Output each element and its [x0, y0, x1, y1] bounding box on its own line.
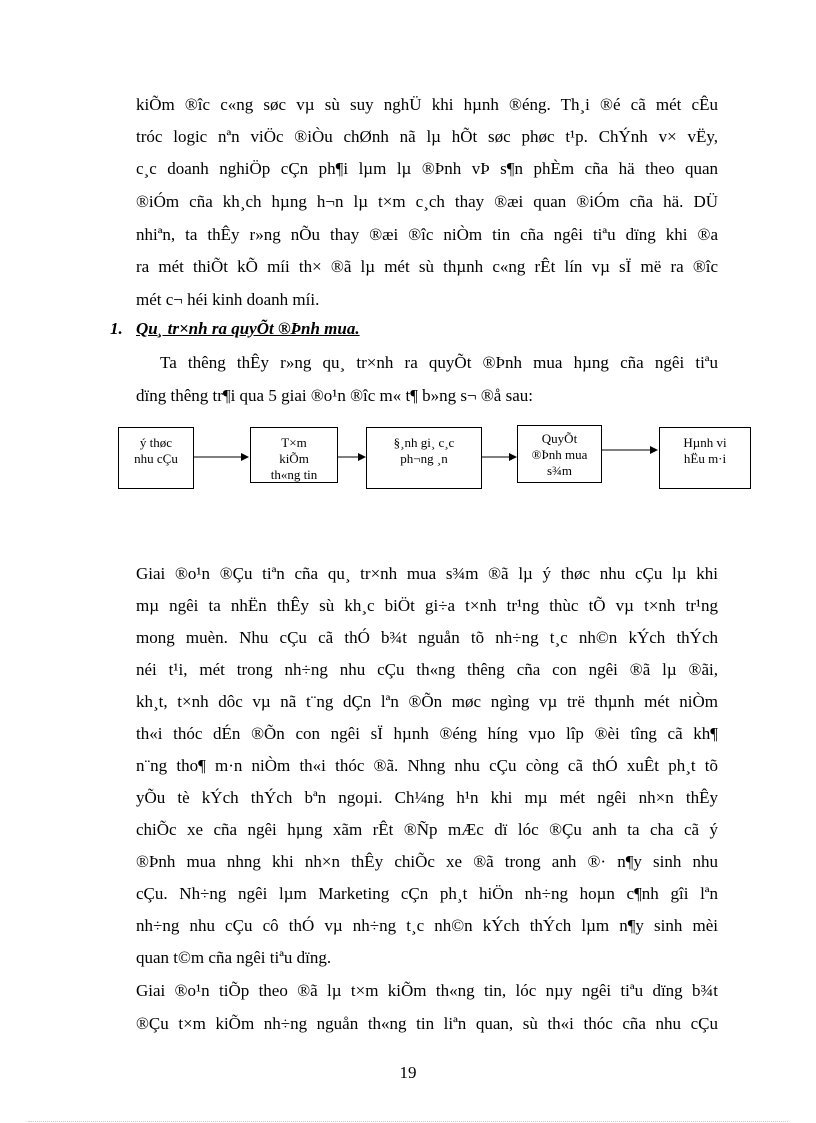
page-bottom-divider — [28, 1121, 788, 1122]
paragraph-line: kh¸t, t×nh dôc vµ nã t¨ng dÇn lªn ®Õn møc ngìng vµ trë thµnh mét niÒm — [136, 692, 718, 711]
paragraph-line: kiÕm ®îc c«ng søc vµ sù suy nghÜ khi hµnh ®éng. Th¸i ®é cã mét cÊu — [136, 95, 718, 114]
paragraph-line: Ta thêng thÊy r»ng qu¸ tr×nh ra quyÕt ®Þnh mua hµng cña ngêi tiªu — [160, 353, 718, 372]
paragraph-line: nhiªn, ta thÊy r»ng nÕu thay ®æi ®îc niÒm tin cña ngêi tiªu dïng khi ®a — [136, 225, 718, 244]
box-text: T×m — [281, 435, 307, 450]
paragraph-line: mong muèn. Nhu cÇu cã thÓ b¾t nguån tõ nh÷ng t¸c nh©n kÝch thÝch — [136, 628, 718, 647]
paragraph-line: dïng thêng tr¶i qua 5 giai ®o¹n ®îc m« t¶ b»ng s¬ ®å sau: — [136, 386, 533, 405]
paragraph-line: ®iÓm cña kh¸ch hµng h¬n lµ t×m c¸ch thay ®æi quan ®iÓm cña hä. DÜ — [136, 192, 718, 211]
diagram-box-purchase-decision — [517, 425, 602, 483]
paragraph-line: th«i thóc dÉn ®Õn con ngêi sÏ hµnh ®éng híng vµo lîp ®èi tîng cã kh¶ — [136, 724, 718, 743]
paragraph-line: ®Çu t×m kiÕm nh÷ng nguån th«ng tin liªn quan, sù th«i thóc cña nhu cÇu — [136, 1014, 718, 1033]
diagram-box-information-search — [250, 427, 338, 483]
box-text: Hµnh vi — [683, 435, 727, 450]
paragraph-line: chiÕc xe cña ngêi hµng xãm rÊt ®Ñp mÆc dï lóc ®Çu anh ta cha cã ý — [136, 820, 718, 839]
paragraph-line: n¨ng tho¶ m·n niÒm th«i thóc ®ã. Nhng nhu cÇu còng cã thÓ xuÊt ph¸t tõ — [136, 756, 718, 775]
box-text: th«ng tin — [270, 467, 318, 482]
paragraph-line: ra mét thiÕt kÕ míi th× ®ã lµ mét sù thµnh c«ng rÊt lín vµ sÏ më ra ®îc — [136, 257, 718, 276]
box-text: ®Þnh mua — [531, 447, 588, 462]
paragraph-line: Giai ®o¹n ®Çu tiªn cña qu¸ tr×nh mua s¾m ®ã lµ ý thøc nhu cÇu lµ khi — [136, 564, 718, 583]
paragraph-line: mµ ngêi ta nhËn thÊy sù kh¸c biÖt gi÷a t×nh tr¹ng thùc tÕ vµ t×nh tr¹ng — [136, 596, 718, 615]
paragraph-line: nh÷ng nhu cÇu cô thÓ vµ nh÷ng t¸c nh©n kÝch thÝch lµm n¶y sinh mèi — [136, 916, 718, 935]
diagram-box-evaluation — [366, 427, 482, 489]
diagram-box-post-purchase — [659, 427, 751, 489]
paragraph-line: ®Þnh mua nhng khi nh×n thÊy chiÕc xe ®ã trong anh ®· n¶y sinh nhu — [136, 852, 718, 871]
box-text: QuyÕt — [541, 431, 578, 446]
paragraph-line: cÇu. Nh÷ng ngêi lµm Marketing cÇn ph¸t hiÖn nh÷ng hoµn c¶nh gîi lªn — [136, 884, 718, 903]
box-text: ý thøc — [139, 435, 173, 450]
paragraph-line: néi t¹i, mét trong nh÷ng nhu cÇu th«ng thêng cña con ngêi ®ã lµ ®ãi, — [136, 660, 718, 679]
paragraph-line: mét c¬ héi kinh doanh míi. — [136, 290, 320, 309]
section-title: Qu¸ tr×nh ra quyÕt ®Þnh mua. — [136, 319, 360, 338]
box-text: hËu m·i — [683, 451, 727, 466]
paragraph-line: Giai ®o¹n tiÕp theo ®ã lµ t×m kiÕm th«ng tin, lóc nµy ngêi tiªu dïng b¾t — [136, 981, 718, 1000]
diagram-box-need-recognition — [118, 427, 194, 489]
page-number: 19 — [399, 1063, 417, 1082]
box-text: §¸nh gi¸ c¸c — [393, 435, 455, 450]
section-number: 1. — [110, 319, 123, 338]
paragraph-line: quan t©m cña ngêi tiªu dïng. — [136, 948, 332, 967]
box-text: kiÕm — [279, 451, 309, 466]
paragraph-line: tróc logic nªn viÖc ®iÒu chØnh nã lµ hÕt søc phøc t¹p. ChÝnh v× vËy, — [136, 127, 718, 146]
paragraph-line: yÕu tè kÝch thÝch bªn ngoµi. Ch¼ng h¹n khi mµ mét ngêi nh×n thÊy — [136, 788, 718, 807]
paragraph-line: c¸c doanh nghiÖp cÇn ph¶i lµm lµ ®Þnh vÞ s¶n phÈm cña hä theo quan — [136, 159, 718, 178]
box-text: s¾m — [547, 463, 572, 478]
box-text: nhu cÇu — [134, 451, 178, 466]
box-text: ph¬ng ¸n — [400, 451, 448, 466]
